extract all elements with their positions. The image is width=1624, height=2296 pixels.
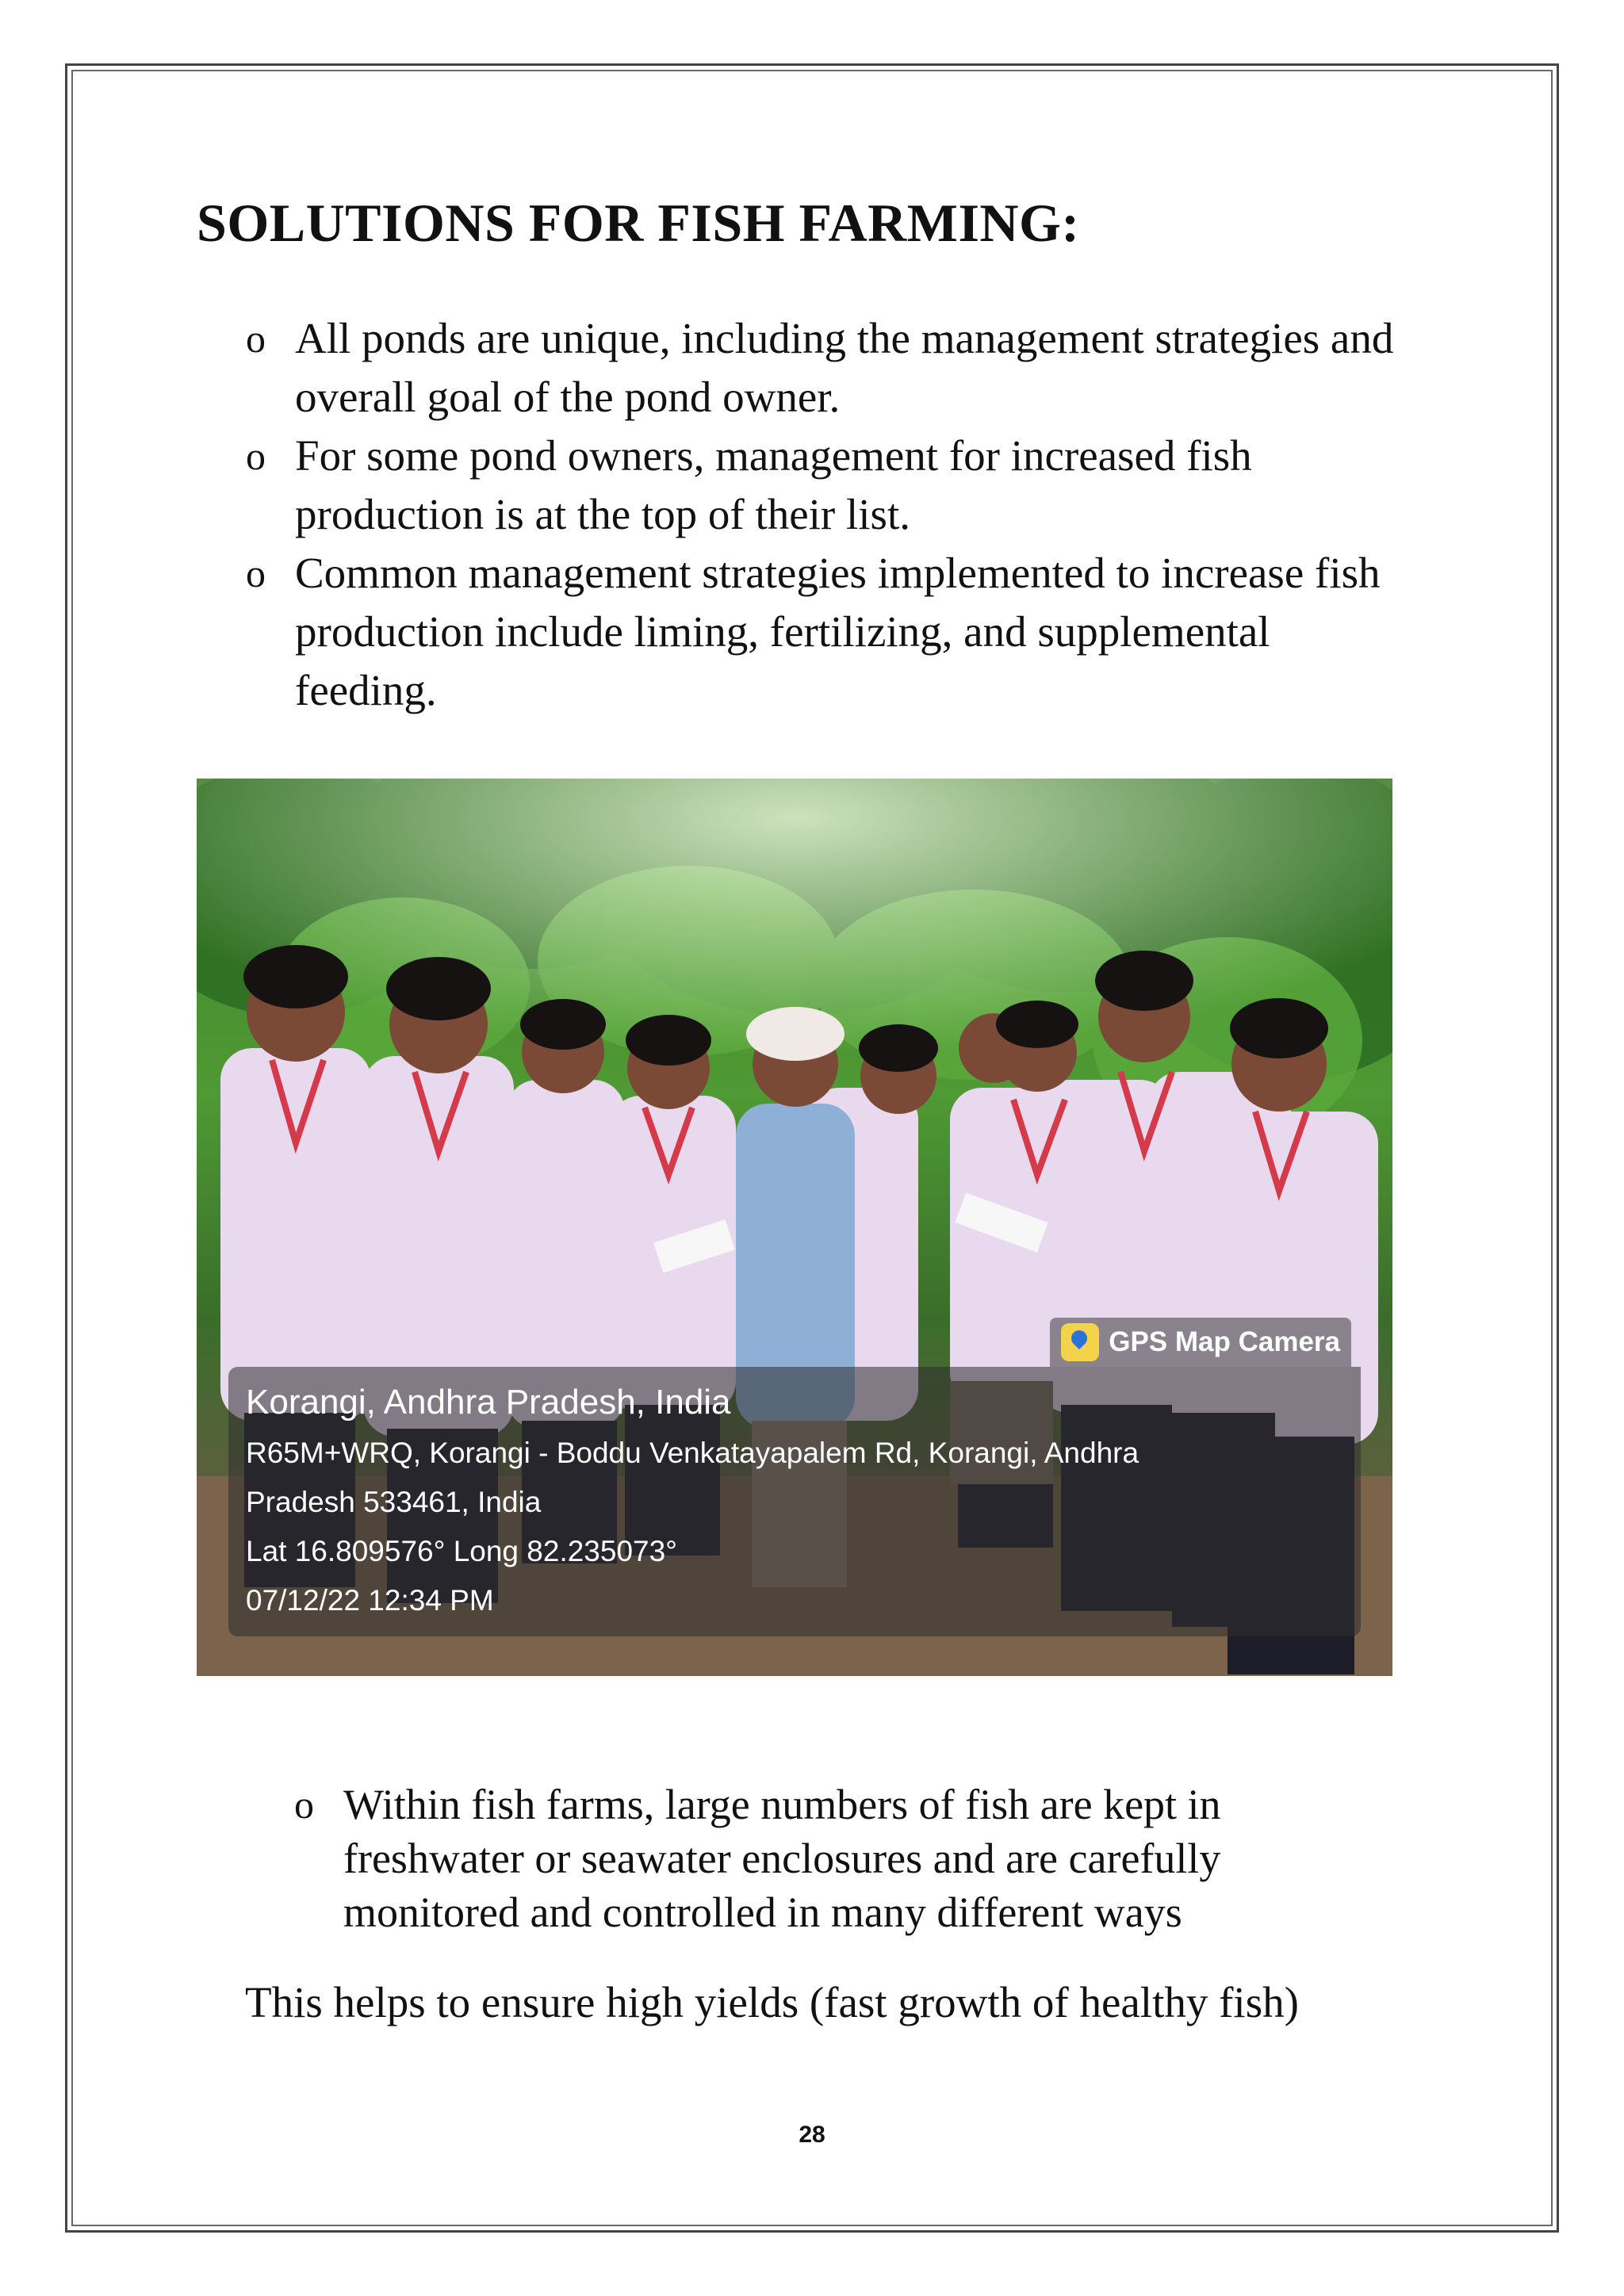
bullet-marker: o	[246, 316, 266, 361]
list-item	[246, 544, 1421, 720]
gps-datetime: 07/12/22 12:34 PM	[246, 1584, 494, 1617]
closing-paragraph: This helps to ensure high yields (fast growth of healthy fish)	[245, 1978, 1299, 2026]
bullet-list-top	[246, 309, 1421, 720]
bullet-marker: o	[294, 1782, 314, 1827]
gps-address-line-2: Pradesh 533461, India	[246, 1486, 542, 1518]
page-number: 28	[799, 2122, 825, 2148]
group-photo	[197, 779, 1392, 1676]
gps-address-line-1: R65M+WRQ, Korangi - Boddu Venkatayapalem Rd, Korangi, Andhra	[246, 1437, 1139, 1469]
list-item	[294, 1777, 1406, 1939]
list-item	[246, 427, 1421, 544]
gps-badge-label: GPS Map Camera	[1109, 1326, 1340, 1357]
gps-coordinates: Lat 16.809576° Long 82.235073°	[246, 1535, 677, 1567]
bullet-marker: o	[246, 551, 266, 595]
list-item	[246, 309, 1421, 427]
gps-info-panel	[228, 1367, 1361, 1636]
list-item-text: All ponds are unique, including the management strategies and overall goal of the pond owner.	[295, 314, 1394, 421]
list-item-text: For some pond owners, management for increased fish production is at the top of their list.	[295, 431, 1252, 538]
bullet-marker: o	[246, 434, 266, 478]
section-heading: SOLUTIONS FOR FISH FARMING:	[197, 193, 1080, 253]
map-pin-icon	[1061, 1323, 1099, 1361]
bullet-list-bottom	[294, 1777, 1406, 1939]
list-item-text: Common management strategies implemented to increase fish production include liming, fertilizing, and supplemental feeding.	[295, 549, 1381, 714]
gps-place-name: Korangi, Andhra Pradesh, India	[246, 1383, 731, 1422]
gps-camera-badge	[1050, 1318, 1351, 1367]
list-item-text: Within fish farms, large numbers of fish are kept in freshwater or seawater enclosures and are carefully monitored and controlled in many different ways	[343, 1781, 1221, 1936]
